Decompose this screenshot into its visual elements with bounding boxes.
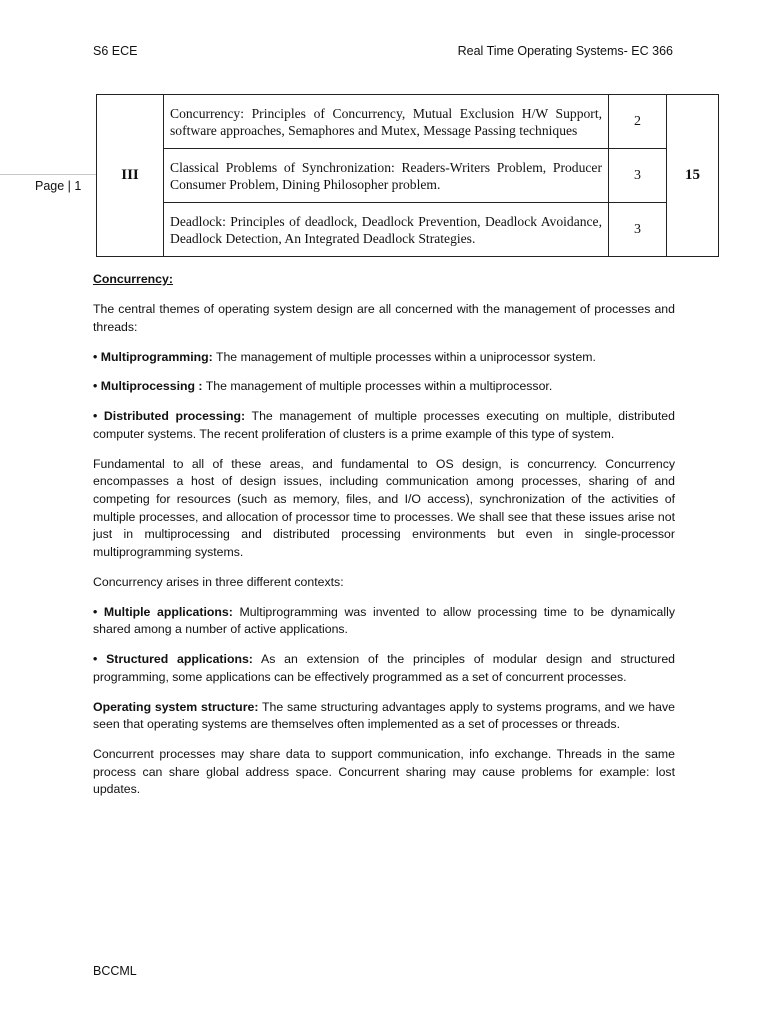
context-text: The same structuring advantages apply to systems programs, and we have seen that operating systems are themselves often implemented as a set of processes or threads. [93, 699, 676, 732]
document-body [93, 271, 675, 811]
contexts-intro: Concurrency arises in three different contexts: [93, 574, 344, 589]
bullet-term: • Multiprogramming: [93, 349, 213, 364]
context-term: Operating system structure: [93, 699, 259, 714]
header-course-code: S6 ECE [93, 44, 138, 58]
topic-cell: Concurrency: Principles of Concurrency, Mutual Exclusion H/W Support, software approaches, Semaphores and Mutex, Message Passing techniques [164, 95, 609, 149]
module-number: III [97, 95, 164, 257]
hours-cell: 3 [609, 203, 667, 257]
bullet-text: The management of multiple processes within a multiprocessor. [202, 379, 553, 394]
bullet-paragraph [93, 408, 675, 443]
context-term: • Multiple applications: [93, 604, 233, 619]
topic-cell: Classical Problems of Synchronization: Readers-Writers Problem, Producer Consumer Problem, Dining Philosopher problem. [164, 149, 609, 203]
table-row [97, 149, 719, 203]
header-course-title: Real Time Operating Systems- EC 366 [457, 44, 673, 58]
context-paragraph [93, 651, 675, 686]
bullet-paragraph [93, 378, 675, 396]
context-text: Multiprogramming was invented to allow processing time to be dynamically shared among a number of active applications. [93, 604, 675, 637]
table-row [97, 203, 719, 257]
page-margin-rule [0, 174, 96, 175]
section-heading: Concurrency: [93, 272, 173, 286]
closing-paragraph: Concurrent processes may share data to support communication, info exchange. Threads in the same process can share global address space. Concurrent sharing may cause problems for example: lost updates. [93, 747, 675, 797]
intro-paragraph: The central themes of operating system design are all concerned with the management of processes and threads: [93, 302, 675, 334]
context-paragraph [93, 604, 675, 639]
bullet-text: The management of multiple processes within a uniprocessor system. [212, 349, 596, 364]
bullet-text: The management of multiple processes executing on multiple, distributed computer systems. The recent proliferation of clusters is a prime example of this type of system. [93, 409, 675, 441]
topic-cell: Deadlock: Principles of deadlock, Deadlock Prevention, Deadlock Avoidance, Deadlock Detection, An Integrated Deadlock Strategies. [164, 203, 609, 257]
fundamental-paragraph: Fundamental to all of these areas, and fundamental to OS design, is concurrency. Concurrency encompasses a host of design issues, including communication among processes, sharing of and competing for resources (such as memory, files, and I/O access), synchronization of the activities of multiple processes, and allocation of processor time to processes. We shall see that these issues arise not just in multiprocessing and distributed processing environments but even in single-processor multiprogramming systems. [93, 456, 675, 559]
marks-cell: 15 [667, 95, 719, 257]
hours-cell: 3 [609, 149, 667, 203]
bullet-paragraph [93, 349, 675, 367]
page-number-label: Page | 1 [35, 179, 82, 193]
context-paragraph [93, 699, 675, 734]
bullet-term: • Multiprocessing : [93, 379, 203, 394]
context-text: As an extension of the principles of modular design and structured programming, some applications can be effectively programmed as a set of concurrent processes. [93, 652, 675, 684]
footer-text: BCCML [93, 964, 137, 978]
table-row [97, 95, 719, 149]
bullet-term: • Distributed processing: [93, 409, 246, 424]
context-term: • Structured applications: [93, 652, 253, 667]
hours-cell: 2 [609, 95, 667, 149]
syllabus-table [96, 94, 719, 257]
